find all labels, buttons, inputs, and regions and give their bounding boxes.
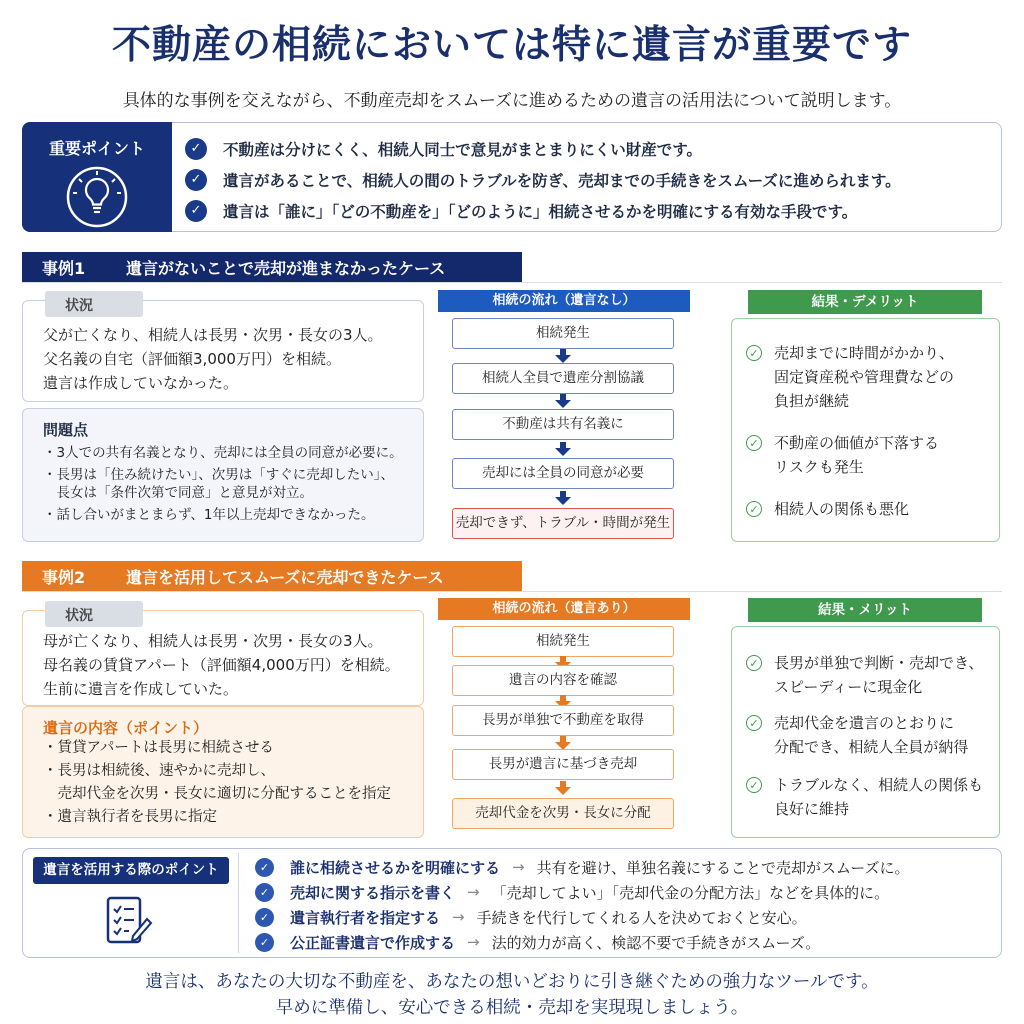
check-icon: ✓ xyxy=(255,908,274,927)
page-title: 不動産の相続においては特に遺言が重要です xyxy=(111,22,912,68)
check-icon: ✓ xyxy=(185,138,207,160)
footer-line: 早めに準備し、安心できる相続・売却を実現現しましょう。 xyxy=(275,998,749,1018)
case2-header xyxy=(22,561,522,591)
problem-line: ・3人での共有名義となり、売却には全員の同意が必要に。 xyxy=(43,445,403,461)
tip-description: 法的効力が高く、検認不要で手続きがスムーズ。 xyxy=(491,933,821,952)
case1-flow-step: 相続発生 xyxy=(452,318,674,349)
page-subtitle: 具体的な事例を交えながら、不動産売却をスムーズに進めるための遺言の活用法について説明します。 xyxy=(122,91,902,111)
result-text: 不動産の価値が下落する リスクも発生 xyxy=(774,434,940,476)
footer-line: 遺言は、あなたの大切な不動産を、あなたの想いどおりに引き継ぐための強力なツールです。 xyxy=(145,972,879,992)
key-point-text: 遺言があることで、相続人の間のトラブルを防ぎ、売却までの手続きをスムーズに進められます。 xyxy=(223,171,901,190)
result-text: トラブルなく、相続人の関係も 良好に維持 xyxy=(774,776,984,818)
situation-line: 生前に遺言を作成していた。 xyxy=(43,680,239,698)
result-item xyxy=(746,711,968,759)
arrow-icon: → xyxy=(512,858,525,876)
case1-result-title: 結果・デメリット xyxy=(748,290,982,314)
case1-flow-step: 不動産は共有名義に xyxy=(452,409,674,440)
key-point-item xyxy=(185,133,901,164)
tips-divider xyxy=(238,853,239,953)
problem-line: ・話し合いがまとまらず、1年以上売却できなかった。 xyxy=(43,507,375,523)
down-arrow-icon xyxy=(555,736,571,750)
tip-item xyxy=(255,855,910,879)
case1-flow-title: 相続の流れ（遺言なし） xyxy=(438,290,690,312)
case1-problem-title: 問題点 xyxy=(43,421,89,439)
result-item xyxy=(746,341,954,413)
check-icon: ✓ xyxy=(255,883,274,902)
situation-line: 遺言は作成していなかった。 xyxy=(43,374,239,392)
will-line: 売却代金を次男・長女に適切に分配することを指定 xyxy=(43,786,391,802)
case2-result-title: 結果・メリット xyxy=(748,598,982,622)
situation-line: 父が亡くなり、相続人は長男・次男・長女の3人。 xyxy=(43,326,383,344)
case2-flow-step: 相続発生 xyxy=(452,626,674,657)
tip-description: 手続きを代行してくれる人を決めておくと安心。 xyxy=(476,908,807,927)
tip-heading: 公正証書遺言で作成する xyxy=(290,933,456,952)
case1-situation xyxy=(22,300,424,402)
key-points-badge xyxy=(22,122,172,232)
tip-heading: 誰に相続させるかを明確にする xyxy=(290,858,501,877)
case2-situation-label: 状況 xyxy=(45,601,143,627)
tip-description: 「売却してよい」「売却代金の分配方法」などを具体的に。 xyxy=(491,883,890,902)
result-item xyxy=(746,497,909,521)
situation-line: 母が亡くなり、相続人は長男・次男・長女の3人。 xyxy=(43,632,383,650)
case1-header xyxy=(22,252,522,282)
result-text: 長男が単独で判断・売却でき、 スピーディーに現金化 xyxy=(774,654,984,696)
case1-problems xyxy=(22,408,424,542)
case2-flow-step: 遺言の内容を確認 xyxy=(452,665,674,696)
result-text: 相続人の関係も悪化 xyxy=(774,500,910,518)
will-line: ・賃貸アパートは長男に相続させる xyxy=(43,740,274,756)
will-line: ・遺言執行者を長男に指定 xyxy=(43,809,217,825)
result-item xyxy=(746,651,983,699)
result-text: 売却代金を遺言のとおりに 分配でき、相続人全員が納得 xyxy=(774,714,969,756)
key-point-text: 不動産は分けにくく、相続人同士で意見がまとまりにくい財産です。 xyxy=(223,140,702,159)
case2-results xyxy=(731,626,1000,838)
key-point-item xyxy=(185,195,901,226)
case2-situation-text xyxy=(43,629,400,701)
divider xyxy=(22,282,1002,283)
problem-line: 長女は「条件次第で同意」と意見が対立。 xyxy=(43,485,313,501)
case2-number: 事例2 xyxy=(42,567,86,587)
will-line: ・長男は相続後、速やかに売却し、 xyxy=(43,763,275,779)
key-points-list xyxy=(185,133,901,226)
arrow-icon: → xyxy=(467,883,480,901)
down-arrow-icon xyxy=(555,394,571,408)
check-icon: ✓ xyxy=(185,169,207,191)
checklist-pen-icon xyxy=(105,895,153,947)
case2-flow-step: 長男が遺言に基づき売却 xyxy=(452,749,674,780)
arrow-icon: → xyxy=(452,908,465,926)
down-arrow-icon xyxy=(555,781,571,795)
case2-will-contents xyxy=(22,706,424,838)
tips-panel xyxy=(22,848,1002,958)
result-text: 売却までに時間がかかり、 固定資産税や管理費などの 負担が継続 xyxy=(774,344,955,410)
key-points-label: 重要ポイント xyxy=(48,139,145,158)
result-item xyxy=(746,431,939,479)
case2-will-title: 遺言の内容（ポイント） xyxy=(43,719,209,737)
check-icon: ✓ xyxy=(255,858,274,877)
case1-title: 遺言がないことで売却が進まなかったケース xyxy=(126,258,446,278)
arrow-icon: → xyxy=(467,933,480,951)
problem-line: ・長男は「住み続けたい」、次男は「すぐに売却したい」、 xyxy=(43,467,394,483)
check-icon: ✓ xyxy=(746,655,762,671)
case1-flow-step: 売却には全員の同意が必要 xyxy=(452,458,674,489)
key-point-text: 遺言は「誰に」「どの不動産を」「どのように」相続させるかを明確にする有効な手段です。 xyxy=(223,202,858,221)
tip-heading: 売却に関する指示を書く xyxy=(290,883,456,902)
check-icon: ✓ xyxy=(746,345,762,361)
down-arrow-icon xyxy=(555,442,571,456)
down-arrow-icon xyxy=(555,491,571,505)
check-icon: ✓ xyxy=(746,715,762,731)
tip-item xyxy=(255,930,820,954)
divider xyxy=(22,591,1002,592)
case1-situation-label: 状況 xyxy=(45,291,143,317)
check-icon: ✓ xyxy=(746,777,762,793)
key-points-panel xyxy=(22,122,1002,232)
case2-title: 遺言を活用してスムーズに売却できたケース xyxy=(126,567,444,587)
tip-description: 共有を避け、単独名義にすることで売却がスムーズに。 xyxy=(536,858,910,877)
check-icon: ✓ xyxy=(255,933,274,952)
case2-flow-step-result: 売却代金を次男・長女に分配 xyxy=(452,798,674,829)
result-item xyxy=(746,773,983,821)
case2-situation xyxy=(22,610,424,706)
lightbulb-icon xyxy=(65,165,129,229)
case1-results xyxy=(731,318,1000,542)
case1-situation-text xyxy=(43,323,383,395)
case1-number: 事例1 xyxy=(42,258,86,278)
situation-line: 母名義の賃貸アパート（評価額4,000万円）を相続。 xyxy=(43,656,400,674)
check-icon: ✓ xyxy=(746,501,762,517)
tip-heading: 遺言執行者を指定する xyxy=(290,908,441,927)
case2-flow-step: 長男が単独で不動産を取得 xyxy=(452,705,674,736)
check-icon: ✓ xyxy=(746,435,762,451)
check-icon: ✓ xyxy=(185,200,207,222)
case1-flow-step-result: 売却できず、トラブル・時間が発生 xyxy=(452,508,674,539)
down-arrow-icon xyxy=(555,349,571,363)
case1-flow-step: 相続人全員で遺産分割協議 xyxy=(452,363,674,394)
tips-badge: 遺言を活用する際のポイント xyxy=(33,857,229,884)
tip-item xyxy=(255,880,889,904)
situation-line: 父名義の自宅（評価額3,000万円）を相続。 xyxy=(43,350,341,368)
case2-flow-title: 相続の流れ（遺言あり） xyxy=(438,598,690,620)
key-point-item xyxy=(185,164,901,195)
tip-item xyxy=(255,905,807,929)
